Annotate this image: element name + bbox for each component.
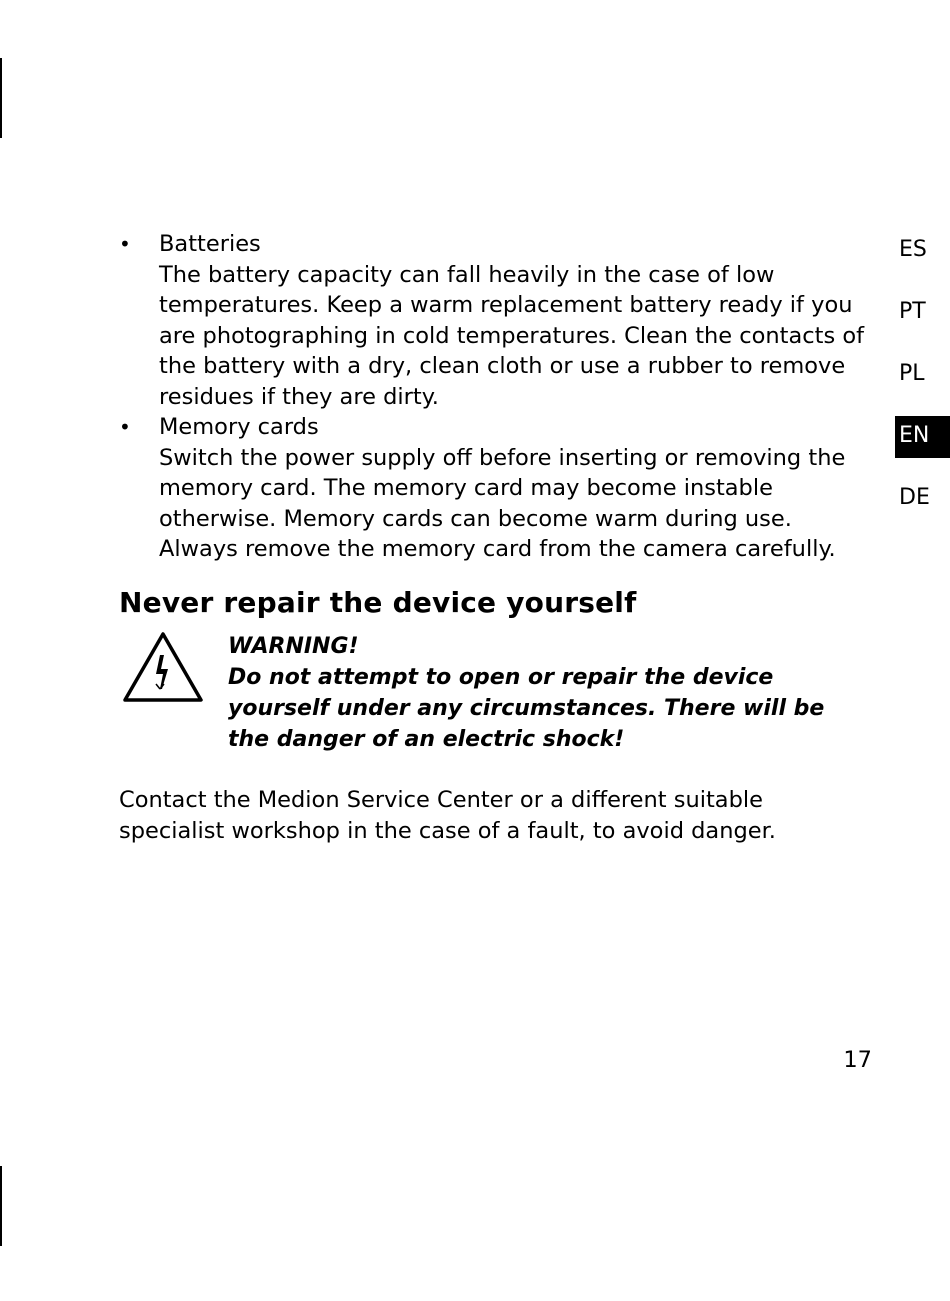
electric-shock-warning-icon [122, 631, 204, 703]
bullet-icon [119, 229, 129, 260]
list-item [119, 229, 869, 412]
bullet-text: Switch the power supply off before inserting or removing the memory card. The memory card may become instable otherwise. Memory cards can become warm during use. Always remove the memory card from the camera carefully. [159, 444, 846, 562]
language-tabs [895, 230, 950, 540]
tab-pl: PL [899, 361, 925, 386]
warning-block [119, 631, 869, 755]
tab-de: DE [899, 485, 930, 510]
bullet-icon [119, 412, 129, 443]
warning-title: WARNING! [228, 633, 359, 659]
page-content [119, 229, 869, 847]
tab-en: EN [895, 416, 950, 458]
crop-mark-bottom [0, 1166, 2, 1246]
tab-pt: PT [899, 299, 926, 324]
warning-text [228, 631, 869, 755]
bullet-title: Memory cards [159, 414, 319, 440]
contact-paragraph: Contact the Medion Service Center or a different suitable specialist workshop in the case of a fault, to avoid danger. [119, 786, 776, 844]
section-heading: Never repair the device yourself [119, 585, 637, 619]
tab-es: ES [899, 237, 927, 262]
bullet-text: The battery capacity can fall heavily in the case of low temperatures. Keep a warm replacement battery ready if you are photographing in cold temperatures. Clean the contacts of the battery with a dry, clean cloth or use a rubber to remove residues if they are dirty. [159, 261, 865, 410]
crop-mark-top [0, 58, 2, 138]
bullet-list [119, 229, 869, 565]
list-item [119, 412, 869, 565]
page-number: 17 [843, 1047, 872, 1073]
bullet-title: Batteries [159, 231, 261, 257]
warning-body: Do not attempt to open or repair the device yourself under any circumstances. There will be the danger of an electric shock! [228, 664, 825, 752]
